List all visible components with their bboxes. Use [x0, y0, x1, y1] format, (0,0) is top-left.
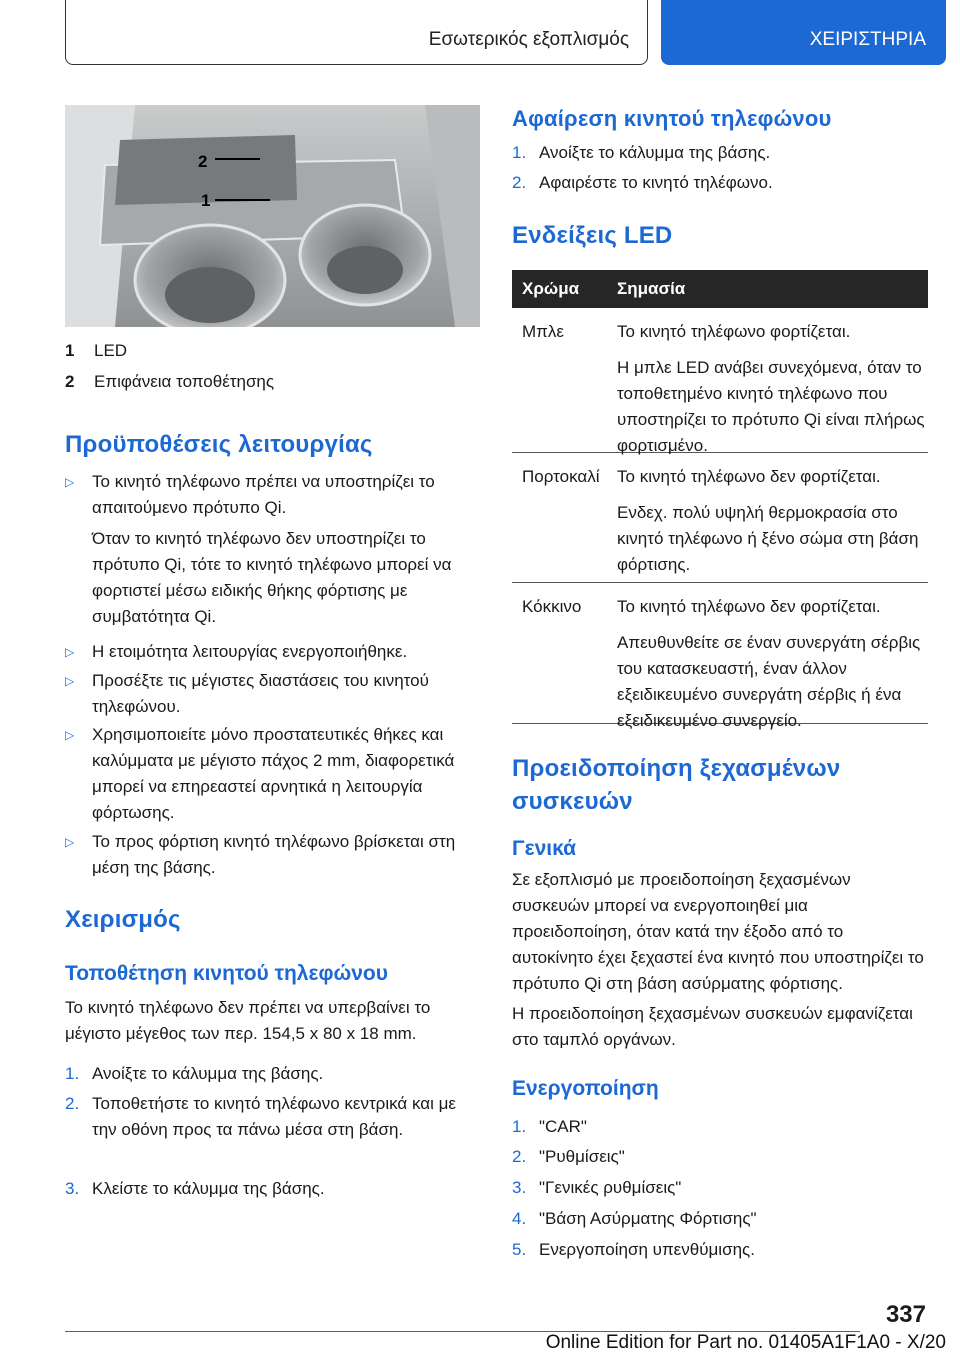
legend-number: 1: [65, 341, 75, 360]
col-header-color: Χρώμα: [522, 279, 580, 298]
led-meaning: Το κινητό τηλέφωνο δεν φορτίζεται. Απευθυνθείτε σε έναν συνεργάτη σέρβις του κατασκευαστή, έναν άλλον εξειδικευμένο συνεργάτη σέρβις ή ένα εξειδικευμένο συνεργείο.: [617, 597, 921, 730]
led-table-header: [512, 270, 928, 308]
page-number: 337: [885, 1301, 926, 1328]
operation-heading: Χειρισμός: [65, 906, 181, 933]
legend-item: [65, 341, 127, 361]
led-table-row: [512, 583, 928, 730]
led-color: Πορτοκαλί: [522, 467, 600, 486]
warning-paragraph: Η προειδοποίηση ξεχασμένων συσκευών εμφανίζεται στο ταμπλό οργάνων.: [512, 1004, 913, 1049]
header-chapter-title: ΧΕΙΡΙΣΤΗΡΙΑ: [809, 29, 926, 50]
prereq-note: Όταν το κινητό τηλέφωνο δεν υποστηρίζει το πρότυπο Qi, τότε το κινητό τηλέφωνο μπορεί να φορτιστεί μέσω ειδικής θήκης φόρτισης με συμβατότητα Qi.: [92, 529, 452, 626]
wireless-charging-tray-photo: [65, 105, 480, 327]
tray-illustration: [65, 105, 480, 327]
legend-number: 2: [65, 372, 75, 391]
callout-label-2: 2: [198, 152, 208, 171]
triangle-bullet-icon: ▷: [65, 475, 75, 489]
placing-heading: Τοποθέτηση κινητού τηλεφώνου: [65, 962, 388, 985]
triangle-bullet-icon: ▷: [65, 728, 75, 742]
header-section-tab: [65, 0, 648, 65]
warning-paragraph: Σε εξοπλισμό με προειδοποίηση ξεχασμένων συσκευών μπορεί να ενεργοποιηθεί μια προειδοποίηση, όταν κατά την έξοδο από το αυτοκίνητο έχει ξεχαστεί ένα κινητό που υποστηρίζει το πρότυπο Qi στη βάση ασύρματης φόρτισης.: [512, 870, 924, 993]
legend-item: [65, 372, 274, 392]
callout-label-1: 1: [201, 191, 211, 210]
led-color: Κόκκινο: [522, 597, 582, 616]
placing-intro: Το κινητό τηλέφωνο δεν πρέπει να υπερβαίνει το μέγιστο μέγεθος των περ. 154,5 x 80 x 18 mm.: [65, 998, 431, 1043]
led-table-row: [512, 308, 928, 453]
removal-heading: Αφαίρεση κινητού τηλεφώνου: [512, 106, 832, 131]
activation-heading: Ενεργοποίηση: [512, 1077, 659, 1100]
prereq-heading: Προϋποθέσεις λειτουργίας: [65, 431, 373, 458]
footer-edition: Online Edition for Part no. 01405A1F1A0 - X/20: [545, 1332, 946, 1353]
triangle-bullet-icon: ▷: [65, 835, 75, 849]
led-color: Μπλε: [522, 322, 564, 341]
warning-heading: Προειδοποίηση ξεχασμένων συσκευών: [512, 755, 841, 815]
led-heading: Ενδείξεις LED: [512, 222, 673, 249]
header-chapter-tab: [661, 0, 946, 65]
triangle-bullet-icon: ▷: [65, 674, 75, 688]
triangle-bullet-icon: ▷: [65, 645, 75, 659]
legend-label: Επιφάνεια τοποθέτησης: [94, 372, 275, 391]
general-heading: Γενικά: [512, 837, 577, 860]
legend-label: LED: [94, 341, 128, 360]
header-section-title: Εσωτερικός εξοπλισμός: [428, 29, 629, 50]
col-header-meaning: Σημασία: [617, 279, 686, 298]
led-table-row: [512, 453, 928, 583]
led-meaning: Το κινητό τηλέφωνο φορτίζεται. Η μπλε LED ανάβει συνεχόμενα, όταν το τοποθετημένο κινητό τηλέφωνο που υποστηρίζει το πρότυπο Qi είναι πλήρως φορτισμένο.: [617, 322, 925, 455]
led-meaning: Το κινητό τηλέφωνο δεν φορτίζεται. Ενδεχ. πολύ υψηλή θερμοκρασία στο κινητό τηλέφωνο ή ξένο σώμα στη βάση φόρτισης.: [617, 467, 919, 574]
